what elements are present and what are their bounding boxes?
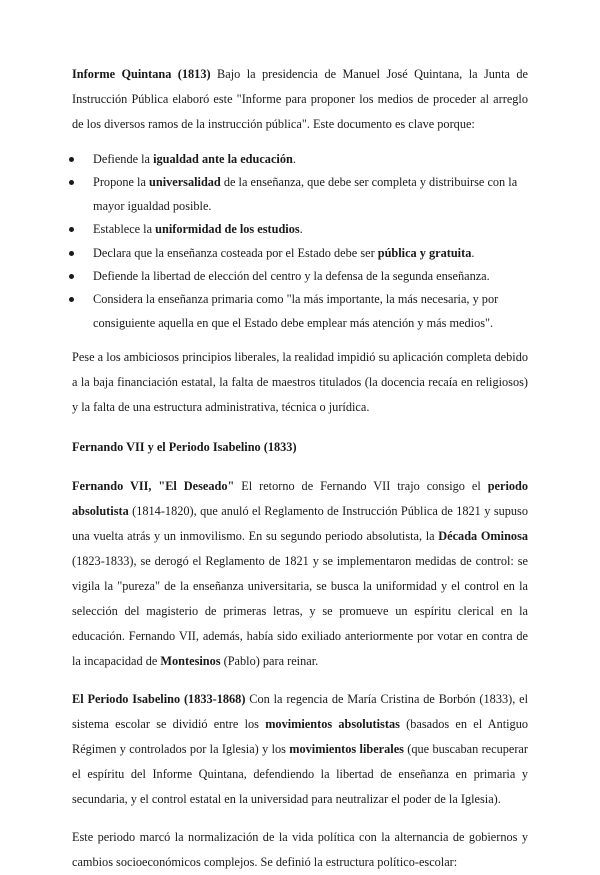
bullet-text: .: [299, 222, 303, 237]
bullet-text: Considera la enseñanza primaria como "la más importante, la más necesaria, y por consiguiente aquella en que el Estado debe emplear más atención y más medios".: [93, 292, 499, 330]
isabelino-bold: movimientos liberales: [289, 742, 404, 757]
fernando-bold: periodo absolutista: [72, 479, 528, 519]
bullet-text: de la enseñanza, que debe ser completa y distribuirse con la mayor igualdad posible.: [93, 175, 518, 213]
bullet-text: Declara que la enseñanza costeada por el Estado debe ser: [93, 245, 378, 260]
fernando-paragraph: [72, 474, 528, 674]
isabelino-text: (basados en el Antiguo Régimen y controlados por la Iglesia) y los: [72, 717, 529, 757]
bullet-icon: [69, 274, 74, 279]
list-item: [72, 288, 528, 335]
intro-paragraph: [72, 62, 528, 137]
fernando-text: (1823-1833), se derogó el Reglamento de 1821 y se implementaron medidas de control: se vigila la "pureza" de la enseñanza universitaria, se busca la uniformidad y el control en la selección del magisterio de primeras letras, y se promueve un espíritu clerical en la educación. Fernando VII, además, había sido exiliado anteriormente por votar en contra de la incapacidad de: [72, 554, 528, 669]
fernando-bold: Montesinos: [160, 654, 221, 669]
isabelino-paragraph: [72, 687, 528, 812]
bullet-icon: [69, 180, 74, 185]
isabelino-text: Con la regencia de María Cristina de Borbón (1833), el sistema escolar se dividió entre los: [72, 692, 528, 732]
bullet-text: Defiende la libertad de elección del centro y la defensa de la segunda enseñanza.: [93, 269, 490, 284]
intro-lead: Informe Quintana (1813): [72, 67, 211, 81]
fernando-bold: Década Ominosa: [438, 529, 528, 544]
fernando-text: (1814-1820), que anuló el Reglamento de Instrucción Pública de 1821 y supuso una vuelta atrás y un inmovilismo. En su segundo periodo absolutista, la: [72, 504, 528, 544]
bullet-list: [72, 148, 528, 335]
bullet-bold: pública y gratuita: [377, 245, 472, 260]
isabelino-bold: movimientos absolutistas: [265, 717, 400, 732]
bullet-text: .: [292, 152, 296, 166]
section-heading: Fernando VII y el Periodo Isabelino (1833): [72, 440, 297, 455]
list-item: [72, 171, 528, 218]
document-page: [72, 62, 528, 875]
fernando-text: El retorno de Fernando VII trajo consigo el: [234, 479, 488, 494]
bullet-text: Establece la: [93, 222, 156, 237]
list-item: [72, 265, 528, 288]
fernando-text: (Pablo) para reinar.: [220, 654, 319, 669]
closing-paragraph: Este periodo marcó la normalización de la vida política con la alternancia de gobiernos y cambios socioeconómicos complejos. Se definió la estructura político-escolar:: [72, 830, 528, 870]
list-item: [72, 242, 528, 265]
bullet-text: Defiende la: [93, 152, 154, 166]
bullet-bold: universalidad: [149, 175, 221, 190]
bullet-icon: [69, 227, 74, 232]
fernando-lead: Fernando VII, "El Deseado": [72, 479, 235, 494]
isabelino-text: (que buscaban recuperar el espíritu del Informe Quintana, defendiendo la libertad de enseñanza en primaria y secundaria, y el control estatal en la universidad para neutralizar el poder de la Iglesia).: [72, 742, 528, 807]
bullet-icon: [69, 157, 74, 162]
list-item: [72, 218, 528, 241]
intro-text: Bajo la presidencia de Manuel José Quintana, la Junta de Instrucción Pública elaboró este "Informe para proponer los medios de proceder al arreglo de los diversos ramos de la instrucción pública". Este documento es clave porque:: [72, 67, 529, 131]
bullet-text: Propone la: [93, 175, 150, 190]
bullet-bold: igualdad ante la educación: [153, 152, 293, 166]
limitations-paragraph: Pese a los ambiciosos principios liberales, la realidad impidió su aplicación completa debido a la baja financiación estatal, la falta de maestros titulados (la docencia recaía en religiosos) y la falta de una estructura administrativa, técnica o jurídica.: [72, 350, 528, 415]
bullet-text: .: [471, 245, 475, 260]
isabelino-lead: El Periodo Isabelino (1833-1868): [72, 692, 246, 707]
bullet-icon: [69, 297, 74, 302]
bullet-icon: [69, 251, 74, 256]
bullet-bold: uniformidad de los estudios: [155, 222, 300, 237]
list-item: [72, 148, 528, 171]
